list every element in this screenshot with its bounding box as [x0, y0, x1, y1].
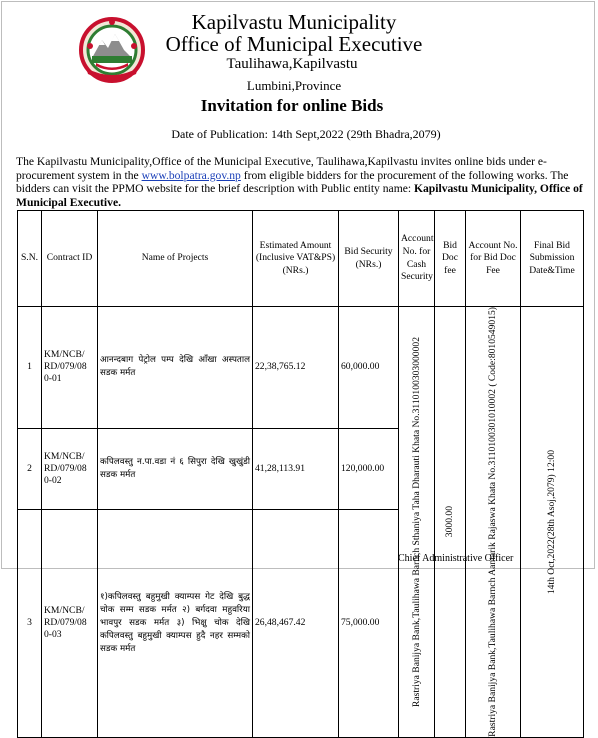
col-header-bid-security: Bid Security (NRs.): [339, 211, 399, 307]
col-header-contract-id: Contract ID: [42, 211, 98, 307]
row3-sn: 3: [18, 509, 42, 737]
final-submission-text: 14th Oct,2022(28th Asoj,2079) 12:00: [546, 449, 557, 594]
col-header-estimated-amount: Estimated Amount (Inclusive VAT&PS) (NRs.): [253, 211, 339, 307]
bolpatra-link[interactable]: www.bolpatra.gov.np: [141, 168, 241, 182]
col-header-bid-doc-fee: Bid Doc fee: [435, 211, 466, 307]
bid-doc-fee-text: 3000.00: [444, 506, 455, 538]
office-name-line1: Kapilvastu Municipality: [191, 10, 397, 34]
final-submission-cell: [521, 307, 584, 738]
bids-table: [17, 210, 584, 738]
row3-security: 75,000.00: [339, 509, 399, 737]
bid-doc-fee-account-text: Rastriya Banijya Bank,Taulihawa Barnch Aantarik Rajaswa Khata No.3110100301010002 ( Code:8010549015): [487, 307, 498, 737]
cash-account-text: Rastriya Banijya Bank,Taulihawa Barnch Sthaniya Taha Dharauti Khata No.3110100303000002: [410, 336, 422, 707]
office-province: Lumbini,Province: [246, 78, 342, 93]
col-header-sn: S.N.: [18, 211, 42, 307]
office-name-line2: Office of Municipal Executive: [165, 32, 423, 56]
notice-title: Invitation for online Bids: [200, 96, 384, 115]
col-header-projects: Name of Projects: [98, 211, 253, 307]
row3-amount: 26,48,467.42: [253, 509, 339, 737]
row1-contract-id: KM/NCB/ RD/079/08 0-01: [42, 307, 98, 429]
intro-text-1: The Kapilvastu Municipality,Office of the Municipal Executive, Taulihawa,Kapilvastu invites online bids under e-procurement system in the: [16, 155, 547, 182]
public-entity-name: Kapilvastu Municipality, Office of Municipal Executive.: [16, 182, 583, 209]
row1-security: 60,000.00: [339, 307, 399, 429]
bid-doc-fee-account-cell: [466, 307, 521, 738]
row1-sn: 1: [18, 307, 42, 429]
row3-contract-id: KM/NCB/ RD/079/08 0-03: [42, 509, 98, 737]
signatory-title: Chief Administrative Officer: [398, 553, 514, 564]
col-header-cash-account: Account No. for Cash Security: [399, 211, 435, 307]
row1-amount: 22,38,765.12: [253, 307, 339, 429]
row2-amount: 41,28,113.91: [253, 428, 339, 509]
table-header-row: [18, 211, 584, 307]
row3-project: १)कपिलवस्तु बहुमुखी क्याम्पस गेट देखि बुद्ध चोक सम्म सडक मर्मत २) बर्गदवा महुवरिया भावपुर सडक मर्मत ३) भिक्षु चोक देखि कपिलवस्तु बहुमुखी क्याम्पस हुदै नहर सम्मको सडक मर्मत: [98, 509, 253, 737]
intro-text-2: from eligible bidders for the procurement of the following works. The bidders can visit the PPMO website for the brief description with Public entity name:: [16, 168, 569, 196]
row2-project: कपिलवस्तु न.पा.वडा नं ६ सिपुरा देखि खुखुंडी सडक मर्मत: [98, 428, 253, 509]
row2-contract-id: KM/NCB/ RD/079/08 0-02: [42, 428, 98, 509]
office-address: Taulihawa,Kapilvastu: [226, 56, 358, 72]
row1-project: आनन्दबाग पेट्रोल पम्प देखि आँखा अस्पताल सडक मर्मत: [98, 307, 253, 429]
publication-date: Date of Publication: 14th Sept,2022 (29th Bhadra,2079): [171, 127, 441, 141]
row2-sn: 2: [18, 428, 42, 509]
table-row: [18, 307, 584, 429]
intro-paragraph: [16, 155, 588, 209]
col-header-bid-doc-fee-account: Account No. for Bid Doc Fee: [466, 211, 521, 307]
col-header-final-submission: Final Bid Submission Date&Time: [521, 211, 584, 307]
cash-account-cell: [399, 307, 435, 738]
bid-doc-fee-cell: [435, 307, 466, 738]
row2-security: 120,000.00: [339, 428, 399, 509]
